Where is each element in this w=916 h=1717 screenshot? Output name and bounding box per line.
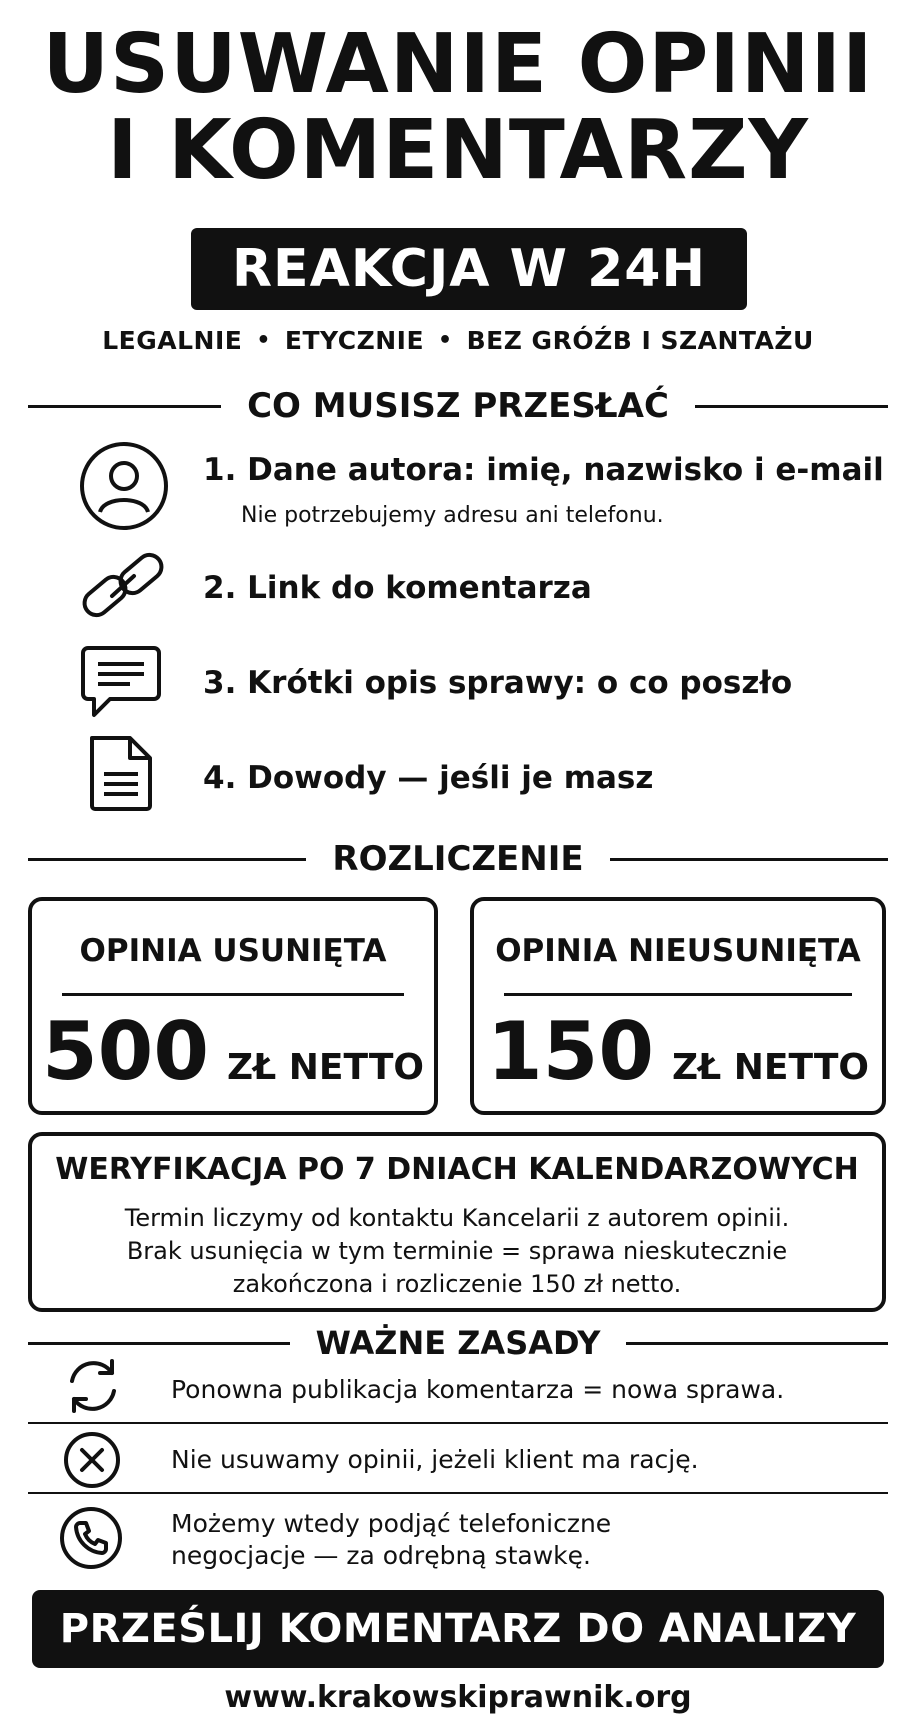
tagline xyxy=(0,326,916,355)
verification-heading: WERYFIKACJA PO 7 DNIACH KALENDARZOWYCH xyxy=(55,1152,859,1187)
divider xyxy=(610,858,888,861)
rule-text: Ponowna publikacja komentarza = nowa sprawa. xyxy=(171,1375,785,1404)
website-link[interactable]: www.krakowskiprawnik.org xyxy=(224,1680,692,1715)
requirements-heading: CO MUSISZ PRZESŁAĆ xyxy=(247,386,669,426)
requirement-number: 4. xyxy=(203,760,237,796)
rule-item-3 xyxy=(171,1508,611,1572)
verification-line: Brak usunięcia w tym terminie = sprawa nieskutecznie xyxy=(126,1237,788,1265)
requirement-item-2 xyxy=(203,570,592,606)
requirement-number: 2. xyxy=(203,570,237,606)
requirement-text: Krótki opis sprawy: o co poszło xyxy=(247,665,793,701)
tagline-separator: • xyxy=(438,328,453,353)
user-icon xyxy=(78,440,170,536)
requirement-text: Link do komentarza xyxy=(247,570,592,606)
divider xyxy=(28,1422,888,1424)
verification-line: Termin liczymy od kontaktu Kancelarii z autorem opinii. xyxy=(124,1204,790,1232)
tagline-item: ETYCZNIE xyxy=(284,326,425,355)
rule-item-2 xyxy=(171,1444,699,1476)
requirement-item-1 xyxy=(203,452,884,488)
divider xyxy=(62,993,404,996)
submit-comment-button[interactable]: PRZEŚLIJ KOMENTARZ DO ANALIZY xyxy=(32,1590,884,1668)
page-title-line-1: USUWANIE OPINII xyxy=(42,17,874,112)
refresh-icon xyxy=(62,1355,124,1421)
divider xyxy=(28,1492,888,1494)
requirement-note: Nie potrzebujemy adresu ani telefonu. xyxy=(241,503,664,528)
tagline-item: BEZ GRÓŹB I SZANTAŻU xyxy=(466,326,814,355)
divider xyxy=(28,1342,290,1345)
divider xyxy=(28,858,306,861)
divider xyxy=(695,405,888,408)
divider xyxy=(626,1342,888,1345)
billing-heading: ROZLICZENIE xyxy=(332,839,584,879)
verification-text xyxy=(32,1202,882,1301)
rules-section-header xyxy=(28,1323,888,1363)
price-unit: ZŁ NETTO xyxy=(226,1047,424,1088)
verification-line: zakończona i rozliczenie 150 zł netto. xyxy=(232,1270,682,1298)
tagline-separator: • xyxy=(256,328,271,353)
requirement-item-4 xyxy=(203,760,653,796)
billing-section-header xyxy=(28,839,888,879)
rule-text: negocjacje — za odrębną stawkę. xyxy=(171,1541,591,1570)
divider xyxy=(28,405,221,408)
requirement-text: Dowody — jeśli je masz xyxy=(247,760,654,796)
verification-box xyxy=(28,1132,886,1312)
price-unit: ZŁ NETTO xyxy=(671,1047,869,1088)
price-card-not-removed xyxy=(470,897,886,1115)
requirement-number: 3. xyxy=(203,665,237,701)
rule-text: Nie usuwamy opinii, jeżeli klient ma rację. xyxy=(171,1445,699,1474)
response-time-badge: REAKCJA W 24H xyxy=(191,228,747,310)
requirements-section-header xyxy=(28,386,888,426)
link-icon xyxy=(78,546,168,630)
close-circle-icon xyxy=(62,1430,122,1494)
requirement-item-3 xyxy=(203,665,792,701)
phone-icon xyxy=(58,1505,124,1575)
divider xyxy=(504,993,852,996)
price-amount: 500 xyxy=(41,1005,209,1098)
requirement-text: Dane autora: imię, nazwisko i e-mail xyxy=(247,452,884,488)
tagline-item: LEGALNIE xyxy=(102,326,243,355)
price-card-label: OPINIA USUNIĘTA xyxy=(79,933,387,969)
price-card-label: OPINIA NIEUSUNIĘTA xyxy=(495,933,861,969)
rule-item-1 xyxy=(171,1374,784,1406)
requirement-number: 1. xyxy=(203,452,237,488)
price-value xyxy=(474,1005,882,1098)
rule-text: Możemy wtedy podjąć telefoniczne xyxy=(171,1509,612,1538)
comment-icon xyxy=(80,644,162,724)
rules-heading: WAŻNE ZASADY xyxy=(315,1324,601,1362)
page-title-line-2: I KOMENTARZY xyxy=(107,103,809,198)
price-card-removed xyxy=(28,897,438,1115)
price-amount: 150 xyxy=(486,1005,654,1098)
document-icon xyxy=(86,734,156,816)
price-value xyxy=(32,1005,434,1098)
